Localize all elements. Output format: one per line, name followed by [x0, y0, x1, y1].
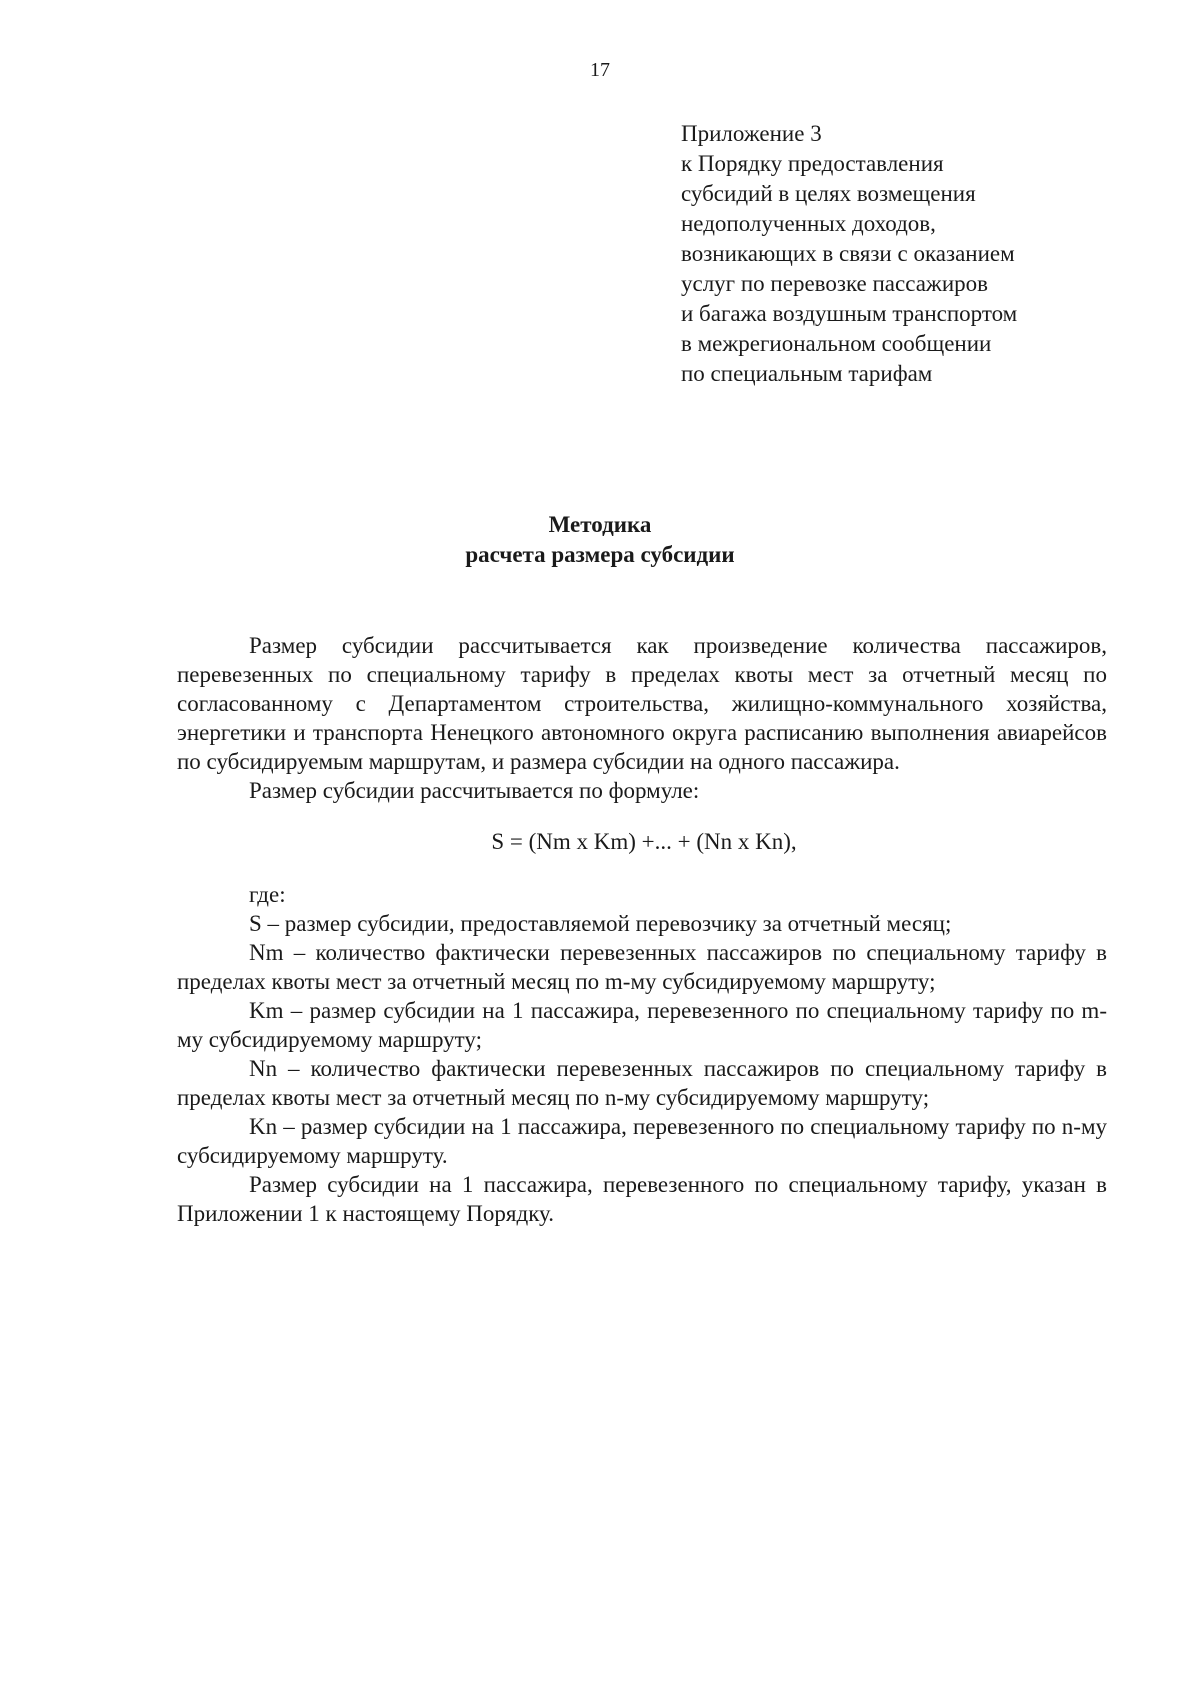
appendix-line: к Порядку предоставления: [681, 151, 944, 176]
appendix-line: в межрегиональном сообщении: [681, 331, 992, 356]
definition-s: S – размер субсидии, предоставляемой перевозчику за отчетный месяц;: [249, 911, 952, 936]
appendix-line: субсидий в целях возмещения: [681, 181, 976, 206]
definition-kn: Kn – размер субсидии на 1 пассажира, перевезенного по специальному тарифу по n-му субсидируемому маршруту.: [177, 1114, 1107, 1168]
appendix-line: недополученных доходов,: [681, 211, 936, 236]
where-label: где:: [249, 882, 286, 907]
appendix-header: [681, 119, 1141, 389]
appendix-line: Приложение 3: [681, 121, 822, 146]
document-title: [0, 510, 1200, 570]
title-line-1: Методика: [548, 512, 652, 537]
document-body: [177, 631, 1107, 1228]
formula: S = (Nm x Km) +... + (Nn x Kn),: [491, 829, 797, 854]
intro-paragraph: Размер субсидии рассчитывается как произведение количества пассажиров, перевезенных по специальному тарифу в пределах квоты мест за отчетный месяц по согласованному с Департаментом строительства, жилищно-коммунального хозяйства, энергетики и транспорта Ненецкого автономного округа расписанию выполнения авиарейсов по субсидируемым маршрутам, и размера субсидии на одного пассажира.: [177, 633, 1107, 774]
appendix-line: возникающих в связи с оказанием: [681, 241, 1015, 266]
definition-km: Km – размер субсидии на 1 пассажира, перевезенного по специальному тарифу по m-му субсидируемому маршруту;: [177, 998, 1107, 1052]
appendix-line: и багажа воздушным транспортом: [681, 301, 1018, 326]
page-number: 17: [590, 59, 610, 81]
appendix-line: по специальным тарифам: [681, 361, 933, 386]
formula-intro: Размер субсидии рассчитывается по формуле:: [249, 778, 700, 803]
appendix-line: услуг по перевозке пассажиров: [681, 271, 988, 296]
closing-paragraph: Размер субсидии на 1 пассажира, перевезенного по специальному тарифу, указан в Приложении 1 к настоящему Порядку.: [177, 1172, 1107, 1226]
title-line-2: расчета размера субсидии: [465, 542, 735, 567]
definition-nm: Nm – количество фактически перевезенных пассажиров по специальному тарифу в пределах квоты мест за отчетный месяц по m-му субсидируемому маршруту;: [177, 940, 1107, 994]
definition-nn: Nn – количество фактически перевезенных пассажиров по специальному тарифу в пределах квоты мест за отчетный месяц по n-му субсидируемому маршруту;: [177, 1056, 1107, 1110]
